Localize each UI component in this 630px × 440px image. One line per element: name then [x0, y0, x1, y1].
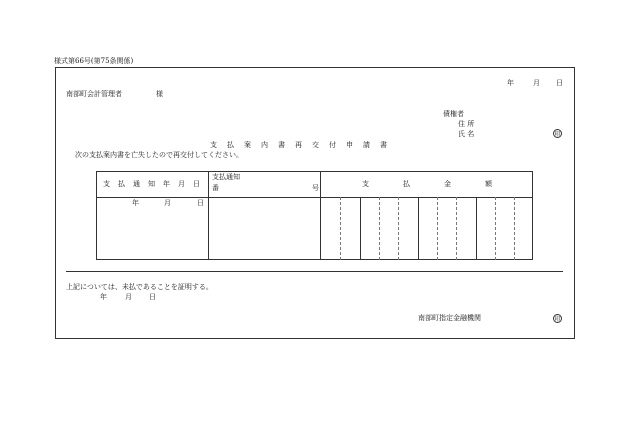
col1-header: 支払通知年月日 [103, 180, 208, 188]
addressee: 南部町会計管理者 [66, 90, 122, 98]
body-text: 次の支払案内書を亡失したので再交付してください。 [75, 151, 243, 159]
col3-header-char-3: 金 [444, 180, 451, 188]
amount-digit-divider [437, 197, 438, 260]
col2-header-right: 号 [312, 184, 319, 192]
certification-text: 上記については、未払であることを証明する。 [66, 283, 213, 291]
certification-divider [66, 271, 563, 272]
institution-name: 南部町指定金融機関 [418, 314, 481, 322]
creditor-name-label: 氏 名 [458, 130, 475, 138]
addressee-honorific: 様 [156, 90, 163, 98]
col3-header-char-1: 支 [362, 180, 369, 188]
cert-date-day: 日 [149, 293, 156, 301]
amount-digit-divider [379, 197, 380, 260]
date-cell-year: 年 [132, 199, 139, 207]
amount-digit-divider [340, 197, 341, 260]
header-date-year: 年 [507, 79, 514, 87]
table-col-divider-1 [208, 171, 209, 260]
amount-digit-divider [514, 197, 515, 260]
institution-seal-icon: 印 [554, 316, 561, 323]
col2-header-line1: 支払通知 [212, 173, 240, 181]
table-header-divider [96, 197, 533, 198]
table-col-divider-2 [320, 171, 321, 260]
amount-digit-divider [495, 197, 496, 260]
amount-digit-divider [476, 197, 477, 260]
creditor-label: 債権者 [443, 110, 464, 118]
col2-header-left: 番 [212, 184, 219, 192]
cert-date-month: 月 [125, 293, 132, 301]
form-number: 様式第66号(第75条関係) [54, 57, 134, 65]
amount-digit-divider [456, 197, 457, 260]
cert-date-year: 年 [100, 293, 107, 301]
date-cell-day: 日 [197, 199, 204, 207]
creditor-seal-icon: 印 [554, 131, 561, 138]
col3-header-char-2: 払 [403, 180, 410, 188]
header-date-day: 日 [556, 79, 563, 87]
form-title: 支払案内書再交付申請書 [210, 141, 397, 149]
header-date-month: 月 [533, 79, 540, 87]
amount-digit-divider [418, 197, 419, 260]
date-cell-month: 月 [164, 199, 171, 207]
amount-digit-divider [360, 197, 361, 260]
creditor-address-label: 住 所 [458, 120, 475, 128]
amount-digit-divider [398, 197, 399, 260]
col3-header-char-4: 額 [485, 180, 492, 188]
